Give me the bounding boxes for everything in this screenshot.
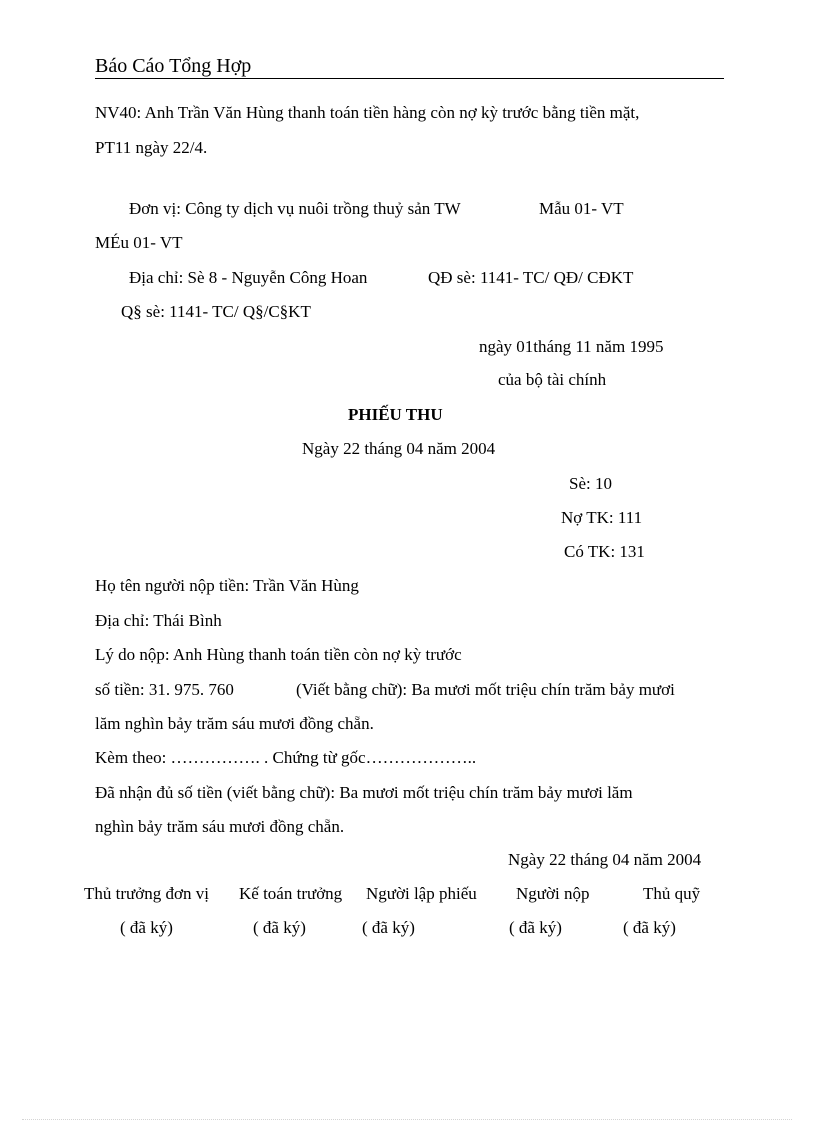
amount-number: số tiền: 31. 975. 760: [95, 680, 234, 699]
form-code: Mẫu 01- VT: [539, 199, 624, 218]
ministry: của bộ tài chính: [498, 370, 607, 389]
payment-reason: Lý do nộp: Anh Hùng thanh toán tiền còn nợ kỳ trước: [95, 645, 462, 664]
signature-date: Ngày 22 tháng 04 năm 2004: [508, 850, 702, 869]
attachments: Kèm theo: ……………. . Chứng từ gốc………………..: [95, 748, 477, 767]
unit-name: Đơn vị: Công ty dịch vụ nuôi trồng thuỷ sản TW: [129, 199, 461, 218]
payer-name: Họ tên người nộp tiền: Trần Văn Hùng: [95, 576, 359, 595]
intro-line-2: PT11 ngày 22/4.: [95, 138, 208, 157]
header-rule: [95, 78, 724, 79]
signed-chief-accountant: ( đã ký): [253, 918, 306, 937]
role-preparer: Người lập phiếu: [366, 884, 477, 903]
amount-words: (Viết bằng chữ): Ba mươi mốt triệu chín trăm bảy mươi: [296, 680, 675, 699]
role-director: Thủ trưởng đơn vị: [84, 884, 209, 903]
decision-number: QĐ sè: 1141- TC/ QĐ/ CĐKT: [428, 268, 634, 287]
role-chief-accountant: Kế toán trưởng: [239, 884, 343, 903]
decision-number-garbled: Q§ sè: 1141- TC/ Q§/C§KT: [121, 302, 311, 321]
decision-date: ngày 01tháng 11 năm 1995: [479, 337, 664, 356]
debit-account: Nợ TK: 111: [561, 508, 643, 527]
amount-words-cont: lăm nghìn bảy trăm sáu mươi đồng chẵn.: [95, 714, 374, 733]
received-amount-cont: nghìn bảy trăm sáu mươi đồng chẵn.: [95, 817, 345, 836]
receipt-date: Ngày 22 tháng 04 năm 2004: [302, 439, 496, 458]
page-bottom-border: [22, 1119, 792, 1120]
credit-account: Có TK: 131: [564, 542, 645, 561]
signed-preparer: ( đã ký): [362, 918, 415, 937]
intro-line-1: NV40: Anh Trần Văn Hùng thanh toán tiền hàng còn nợ kỳ trước bằng tiền mặt,: [95, 103, 640, 122]
role-cashier: Thủ quỹ: [643, 884, 701, 903]
payer-address: Địa chỉ: Thái Bình: [95, 611, 222, 630]
form-code-garbled: MÉu 01- VT: [95, 233, 183, 252]
received-amount: Đã nhận đủ số tiền (viết bằng chữ): Ba mươi mốt triệu chín trăm bảy mươi lăm: [95, 783, 633, 802]
receipt-number: Sè: 10: [569, 474, 612, 493]
signed-cashier: ( đã ký): [623, 918, 676, 937]
role-payer: Người nộp: [516, 884, 590, 903]
signed-payer: ( đã ký): [509, 918, 562, 937]
unit-address: Địa chỉ: Sè 8 - Nguyễn Công Hoan: [129, 268, 368, 287]
header-title: Báo Cáo Tổng Hợp: [95, 55, 252, 77]
signed-director: ( đã ký): [120, 918, 173, 937]
receipt-title: PHIẾU THU: [348, 405, 443, 424]
